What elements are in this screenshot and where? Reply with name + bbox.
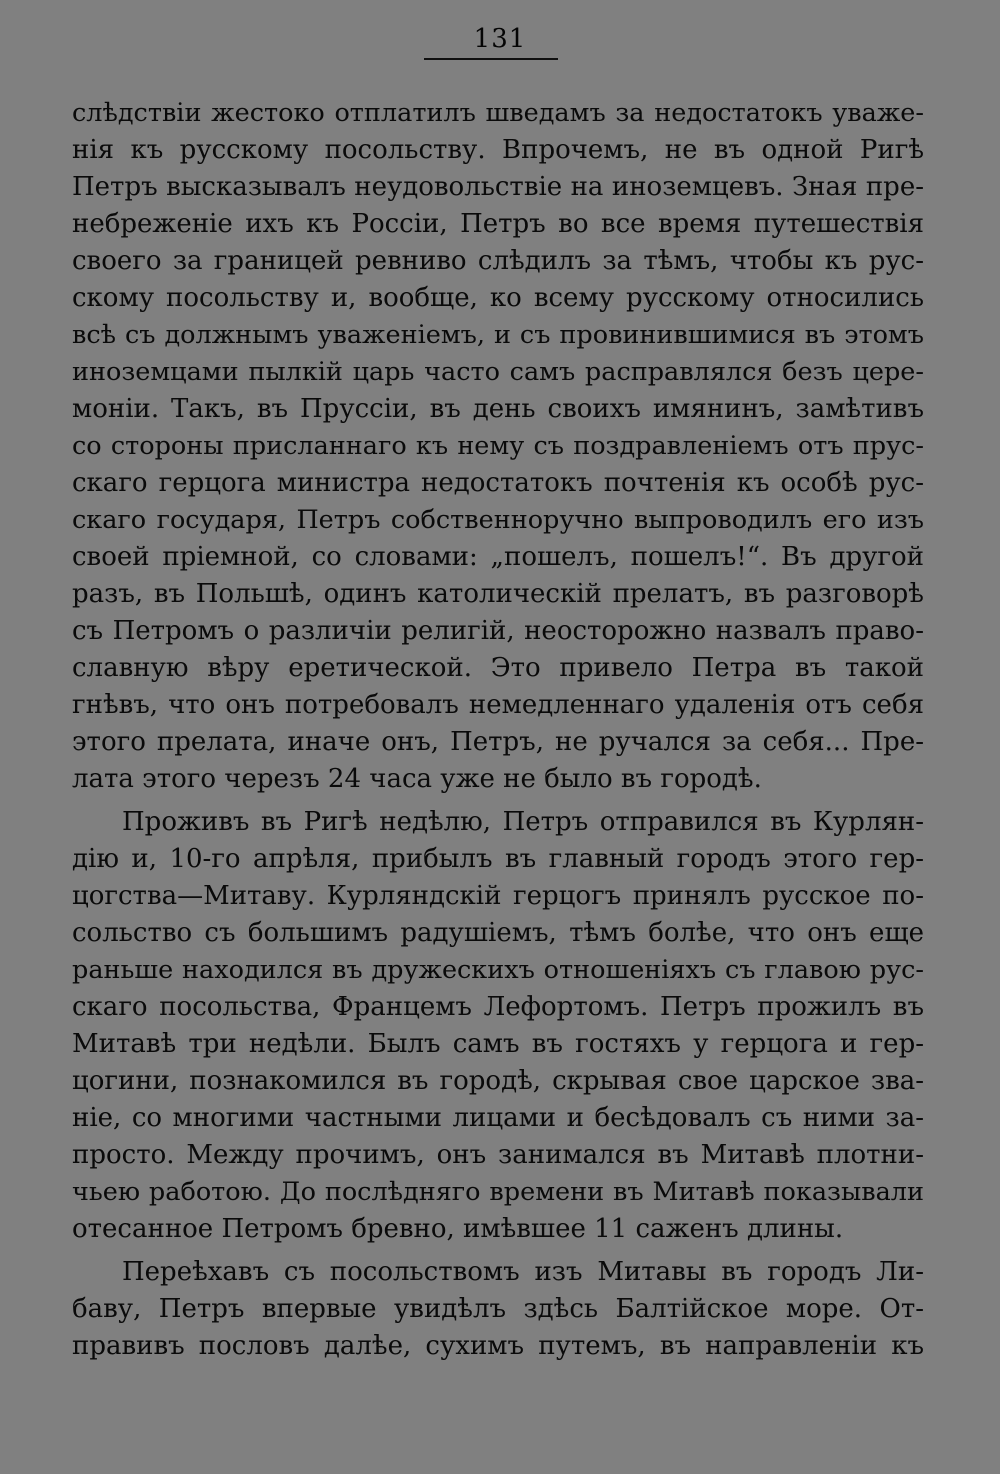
text-line: слѣдствіи жестоко отплатилъ шведамъ за недостатокъ уваже- bbox=[72, 98, 924, 128]
text-line: гнѣвъ, что онъ потребовалъ немедленнаго удаленія отъ себя bbox=[72, 690, 924, 720]
text-line: чьею работою. До послѣдняго времени въ Митавѣ показывали bbox=[72, 1177, 924, 1207]
paragraph-1 bbox=[72, 95, 924, 798]
text-line: правивъ пословъ далѣе, сухимъ путемъ, въ направленіи къ bbox=[72, 1331, 924, 1361]
text-line: цогства—Митаву. Курляндскій герцогъ принялъ русское по- bbox=[72, 881, 924, 911]
text-line: скаго государя, Петръ собственноручно выпроводилъ его изъ bbox=[72, 505, 924, 535]
text-line: небреженіе ихъ къ Россіи, Петръ во все время путешествія bbox=[72, 209, 924, 239]
text-line: скаго посольства, Францемъ Лефортомъ. Петръ прожилъ въ bbox=[72, 992, 924, 1022]
text-line: всѣ съ должнымъ уваженіемъ, и съ провинившимися въ этомъ bbox=[72, 320, 924, 350]
paragraph-3 bbox=[72, 1254, 924, 1365]
text-line: Петръ высказывалъ неудовольствіе на иноземцевъ. Зная пре- bbox=[72, 172, 924, 202]
page-number: 131 bbox=[473, 24, 527, 54]
text-line: ніе, со многими частными лицами и бесѣдовалъ съ ними за- bbox=[72, 1103, 924, 1133]
text-line: раньше находился въ дружескихъ отношеніяхъ съ главою рус- bbox=[72, 955, 924, 985]
text-line: дію и, 10-го апрѣля, прибылъ въ главный городъ этого гер- bbox=[72, 844, 924, 874]
text-line: просто. Между прочимъ, онъ занимался въ Митавѣ плотни- bbox=[72, 1140, 924, 1170]
text-line: лата этого черезъ 24 часа уже не было въ городѣ. bbox=[72, 764, 762, 794]
text-line: Проживъ въ Ригѣ недѣлю, Петръ отправился въ Курлян- bbox=[122, 807, 924, 837]
text-line: этого прелата, иначе онъ, Петръ, не ручался за себя... Пре- bbox=[72, 727, 924, 757]
text-line: скому посольству и, вообще, ко всему русскому относились bbox=[72, 283, 924, 313]
text-line: нія къ русскому посольству. Впрочемъ, не въ одной Ригѣ bbox=[72, 135, 924, 165]
text-line: славную вѣру еретической. Это привело Петра въ такой bbox=[72, 653, 924, 683]
paragraph-2 bbox=[72, 804, 924, 1248]
text-line: разъ, въ Польшѣ, одинъ католическій прелатъ, въ разговорѣ bbox=[72, 579, 924, 609]
text-line: баву, Петръ впервые увидѣлъ здѣсь Балтійское море. От- bbox=[72, 1294, 924, 1324]
text-line: своего за границей ревниво слѣдилъ за тѣмъ, чтобы къ рус- bbox=[72, 246, 924, 276]
body-text bbox=[72, 95, 924, 1365]
text-line: своей пріемной, со словами: „пошелъ, пошелъ!“. Въ другой bbox=[72, 542, 924, 572]
text-line: иноземцами пылкій царь часто самъ расправлялся безъ цере- bbox=[72, 357, 924, 387]
text-line: сольство съ большимъ радушіемъ, тѣмъ болѣе, что онъ еще bbox=[72, 918, 924, 948]
text-line: цогини, познакомился въ городѣ, скрывая свое царское зва- bbox=[72, 1066, 924, 1096]
text-line: отесанное Петромъ бревно, имѣвшее 11 саженъ длины. bbox=[72, 1214, 844, 1244]
text-line: моніи. Такъ, въ Пруссіи, въ день своихъ имянинъ, замѣтивъ bbox=[72, 394, 924, 424]
text-line: Переѣхавъ съ посольствомъ изъ Митавы въ городъ Ли- bbox=[122, 1257, 924, 1287]
text-line: со стороны присланнаго къ нему съ поздравленіемъ отъ прус- bbox=[72, 431, 924, 461]
text-line: скаго герцога министра недостатокъ почтенія къ особѣ рус- bbox=[72, 468, 924, 498]
page-number-rule bbox=[424, 58, 558, 60]
text-line: Митавѣ три недѣли. Былъ самъ въ гостяхъ у герцога и гер- bbox=[72, 1029, 924, 1059]
text-line: съ Петромъ о различіи религій, неосторожно назвалъ право- bbox=[72, 616, 924, 646]
